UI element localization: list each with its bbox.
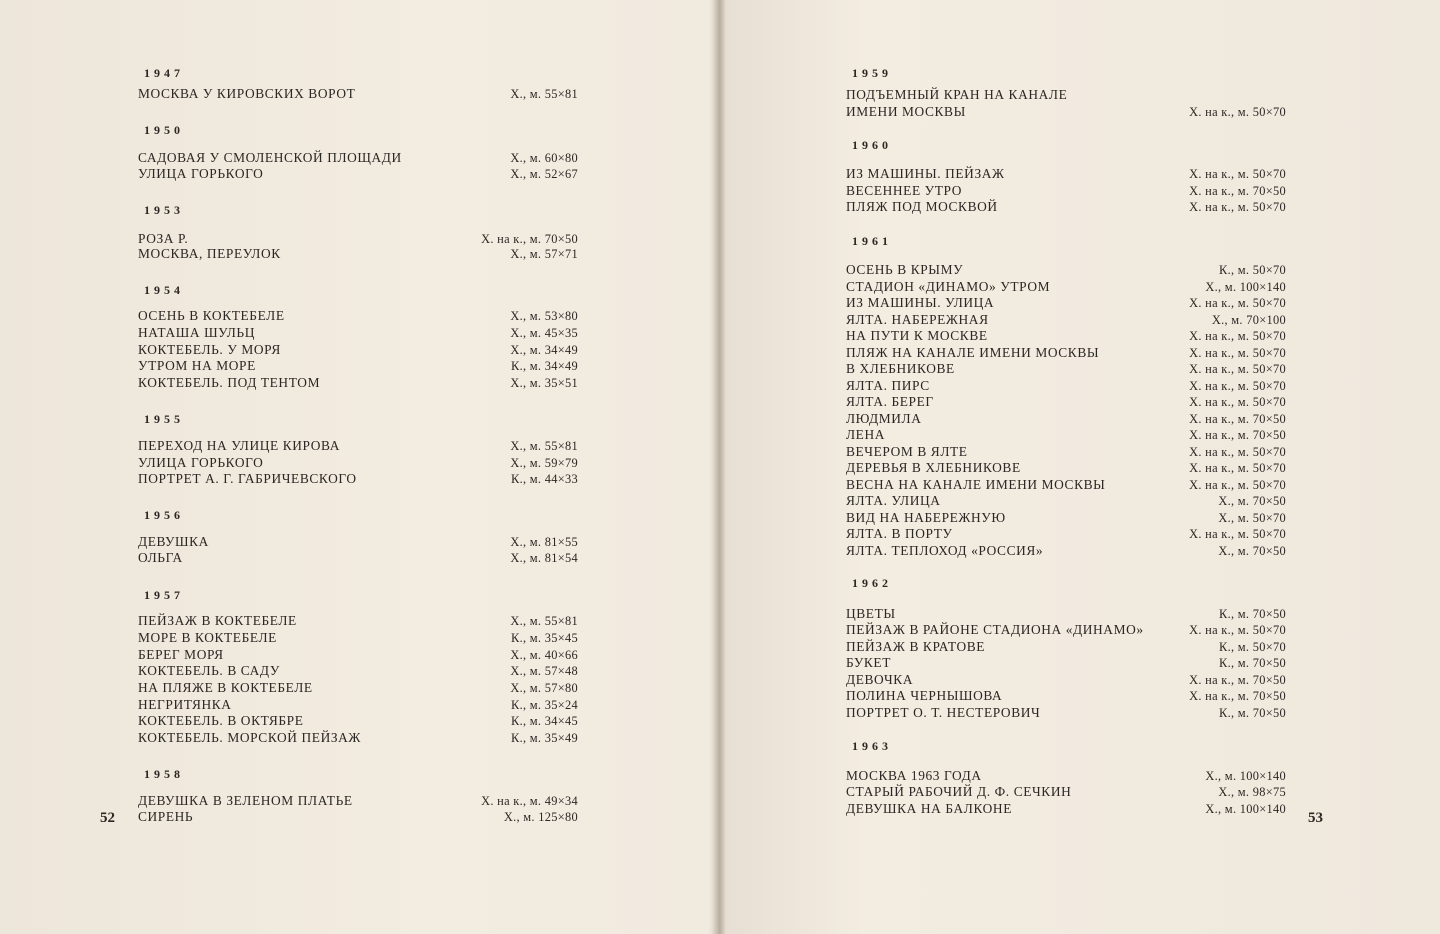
artwork-medium-size: К., м. 35×24	[511, 698, 578, 712]
catalog-entry	[846, 262, 1286, 278]
year-heading: 1953	[144, 203, 184, 217]
artwork-medium-size: Х. на к., м. 50×70	[1189, 167, 1286, 181]
artwork-title: УЛИЦА ГОРЬКОГО	[138, 166, 264, 181]
catalog-entry	[138, 534, 578, 550]
artwork-title: КОКТЕБЕЛЬ. ПОД ТЕНТОМ	[138, 375, 321, 390]
artwork-title: ЛЮДМИЛА	[846, 411, 922, 426]
artwork-medium-size: К., м. 70×50	[1219, 656, 1286, 670]
year-heading: 1960	[852, 138, 892, 152]
catalog-entry	[846, 279, 1286, 295]
catalog-entry	[138, 793, 578, 809]
artwork-title: КОКТЕБЕЛЬ. В САДУ	[138, 663, 280, 678]
artwork-medium-size: Х., м. 55×81	[510, 87, 578, 101]
artwork-title: В ХЛЕБНИКОВЕ	[846, 361, 955, 376]
artwork-medium-size: Х., м. 98×75	[1218, 785, 1286, 799]
catalog-entry	[846, 394, 1286, 410]
artwork-title: ОЛЬГА	[138, 550, 183, 565]
artwork-medium-size: К., м. 50×70	[1219, 263, 1286, 277]
catalog-entry	[846, 622, 1286, 638]
artwork-medium-size: Х. на к., м. 50×70	[1189, 346, 1286, 360]
catalog-entry	[846, 543, 1286, 559]
catalog-entry	[846, 526, 1286, 542]
artwork-medium-size: Х., м. 40×66	[510, 648, 578, 662]
artwork-medium-size: Х., м. 125×80	[503, 810, 578, 824]
artwork-medium-size: Х., м. 52×67	[510, 167, 578, 181]
artwork-title: ЯЛТА. ТЕПЛОХОД «РОССИЯ»	[846, 543, 1044, 558]
catalog-entry	[138, 455, 578, 471]
catalog-entry	[846, 477, 1286, 493]
artwork-medium-size: Х., м. 55×81	[510, 614, 578, 628]
year-heading: 1947	[144, 66, 184, 80]
artwork-title: ЛЕНА	[846, 427, 886, 442]
artwork-title: ВЕЧЕРОМ В ЯЛТЕ	[846, 444, 968, 459]
artwork-title: ИЗ МАШИНЫ. УЛИЦА	[846, 295, 995, 310]
artwork-title: БУКЕТ	[846, 655, 891, 670]
artwork-medium-size: Х., м. 45×35	[510, 326, 578, 340]
catalog-entry	[138, 713, 578, 729]
artwork-medium-size: Х. на к., м. 70×50	[1189, 689, 1286, 703]
catalog-entry	[138, 342, 578, 358]
artwork-medium-size: К., м. 44×33	[511, 472, 578, 486]
year-heading: 1956	[144, 508, 184, 522]
year-heading: 1961	[852, 234, 892, 248]
right-page-content	[846, 0, 1286, 934]
artwork-title: ДЕВУШКА НА БАЛКОНЕ	[846, 801, 1012, 816]
artwork-title: НАТАША ШУЛЬЦ	[138, 325, 255, 340]
artwork-medium-size: Х., м. 57×48	[510, 664, 578, 678]
catalog-entry	[138, 697, 578, 713]
artwork-medium-size: Х. на к., м. 70×50	[481, 232, 578, 246]
artwork-title: ЯЛТА. БЕРЕГ	[846, 394, 934, 409]
catalog-entry	[846, 672, 1286, 688]
catalog-entry	[846, 493, 1286, 509]
artwork-medium-size: Х. на к., м. 50×70	[1189, 445, 1286, 459]
artwork-title: ДЕВУШКА В ЗЕЛЕНОМ ПЛАТЬЕ	[138, 793, 353, 808]
catalog-entry	[846, 295, 1286, 311]
catalog-entry	[846, 378, 1286, 394]
catalog-entry	[138, 308, 578, 324]
year-heading: 1954	[144, 283, 184, 297]
artwork-medium-size: Х., м. 59×79	[510, 456, 578, 470]
artwork-medium-size: К., м. 70×50	[1219, 706, 1286, 720]
catalog-entry	[846, 87, 1286, 103]
artwork-medium-size: Х. на к., м. 49×34	[481, 794, 578, 808]
artwork-title: ВЕСЕННЕЕ УТРО	[846, 183, 963, 198]
left-page-content	[138, 0, 578, 934]
artwork-medium-size: Х. на к., м. 50×70	[1189, 379, 1286, 393]
artwork-medium-size: Х. на к., м. 50×70	[1189, 362, 1286, 376]
artwork-medium-size: Х. на к., м. 50×70	[1189, 478, 1286, 492]
artwork-title: СТАРЫЙ РАБОЧИЙ Д. Ф. СЕЧКИН	[846, 784, 1072, 799]
artwork-medium-size: К., м. 34×45	[511, 714, 578, 728]
catalog-entry	[138, 358, 578, 374]
artwork-title: ВЕСНА НА КАНАЛЕ ИМЕНИ МОСКВЫ	[846, 477, 1106, 492]
artwork-medium-size: Х. на к., м. 70×50	[1189, 184, 1286, 198]
catalog-entry	[846, 427, 1286, 443]
year-heading: 1962	[852, 576, 892, 590]
artwork-medium-size: Х., м. 100×140	[1205, 802, 1286, 816]
artwork-title: ВИД НА НАБЕРЕЖНУЮ	[846, 510, 1006, 525]
artwork-medium-size: Х., м. 57×80	[510, 681, 578, 695]
artwork-title: ПЕЙЗАЖ В КРАТОВЕ	[846, 639, 986, 654]
artwork-medium-size: Х. на к., м. 70×50	[1189, 673, 1286, 687]
page-number-left: 52	[100, 810, 115, 826]
artwork-title: ДЕВУШКА	[138, 534, 209, 549]
artwork-medium-size: Х. на к., м. 70×50	[1189, 412, 1286, 426]
artwork-title: САДОВАЯ У СМОЛЕНСКОЙ ПЛОЩАДИ	[138, 150, 402, 165]
artwork-title: УТРОМ НА МОРЕ	[138, 358, 256, 373]
artwork-medium-size: Х., м. 60×80	[510, 151, 578, 165]
artwork-medium-size: Х., м. 70×100	[1211, 313, 1286, 327]
year-heading: 1955	[144, 412, 184, 426]
catalog-entry	[138, 325, 578, 341]
year-heading: 1958	[144, 767, 184, 781]
catalog-entry	[846, 688, 1286, 704]
catalog-entry	[138, 438, 578, 454]
artwork-medium-size: Х. на к., м. 70×50	[1189, 428, 1286, 442]
year-heading: 1963	[852, 739, 892, 753]
artwork-medium-size: Х., м. 70×50	[1218, 544, 1286, 558]
artwork-medium-size: Х. на к., м. 50×70	[1189, 461, 1286, 475]
artwork-medium-size: К., м. 70×50	[1219, 607, 1286, 621]
catalog-entry	[138, 375, 578, 391]
catalog-entry	[846, 768, 1286, 784]
artwork-title: МОСКВА 1963 ГОДА	[846, 768, 982, 783]
artwork-title: ЯЛТА. ПИРС	[846, 378, 930, 393]
artwork-title: РОЗА Р.	[138, 231, 189, 246]
artwork-title: МОСКВА, ПЕРЕУЛОК	[138, 246, 281, 261]
year-heading: 1959	[852, 66, 892, 80]
book-fold	[712, 0, 726, 934]
artwork-title: ПОРТРЕТ А. Г. ГАБРИЧЕВСКОГО	[138, 471, 357, 486]
artwork-title: НА ПЛЯЖЕ В КОКТЕБЕЛЕ	[138, 680, 313, 695]
artwork-title: ЯЛТА. В ПОРТУ	[846, 526, 953, 541]
artwork-title: ПОРТРЕТ О. Т. НЕСТЕРОВИЧ	[846, 705, 1041, 720]
artwork-title: ДЕВОЧКА	[846, 672, 914, 687]
artwork-medium-size: Х., м. 70×50	[1218, 494, 1286, 508]
artwork-title: МОРЕ В КОКТЕБЕЛЕ	[138, 630, 277, 645]
catalog-entry	[138, 630, 578, 646]
artwork-medium-size: Х. на к., м. 50×70	[1189, 623, 1286, 637]
artwork-title: МОСКВА У КИРОВСКИХ ВОРОТ	[138, 86, 356, 101]
artwork-title: ПОЛИНА ЧЕРНЫШОВА	[846, 688, 1003, 703]
artwork-medium-size: Х., м. 100×140	[1205, 280, 1286, 294]
artwork-title: ПЕЙЗАЖ В КОКТЕБЕЛЕ	[138, 613, 297, 628]
catalog-entry	[846, 312, 1286, 328]
artwork-medium-size: Х., м. 81×55	[510, 535, 578, 549]
catalog-entry	[846, 411, 1286, 427]
artwork-medium-size: Х., м. 50×70	[1218, 511, 1286, 525]
artwork-title: ПЕРЕХОД НА УЛИЦЕ КИРОВА	[138, 438, 340, 453]
artwork-medium-size: Х. на к., м. 50×70	[1189, 105, 1286, 119]
catalog-entry	[138, 647, 578, 663]
artwork-title: ОСЕНЬ В КРЫМУ	[846, 262, 964, 277]
artwork-title: НЕГРИТЯНКА	[138, 697, 232, 712]
catalog-entry	[846, 183, 1286, 199]
catalog-entry	[846, 361, 1286, 377]
artwork-medium-size: К., м. 34×49	[511, 359, 578, 373]
catalog-entry	[846, 655, 1286, 671]
catalog-entry	[138, 730, 578, 746]
right-page	[846, 0, 1286, 934]
catalog-entry	[846, 199, 1286, 215]
artwork-title: ПЛЯЖ ПОД МОСКВОЙ	[846, 199, 998, 214]
artwork-medium-size: Х., м. 57×71	[510, 247, 578, 261]
catalog-entry	[846, 166, 1286, 182]
artwork-title: КОКТЕБЕЛЬ. МОРСКОЙ ПЕЙЗАЖ	[138, 730, 362, 745]
artwork-title: ЯЛТА. НАБЕРЕЖНАЯ	[846, 312, 989, 327]
artwork-medium-size: Х., м. 55×81	[510, 439, 578, 453]
artwork-title: СТАДИОН «ДИНАМО» УТРОМ	[846, 279, 1051, 294]
artwork-medium-size: Х. на к., м. 50×70	[1189, 527, 1286, 541]
artwork-title: ДЕРЕВЬЯ В ХЛЕБНИКОВЕ	[846, 460, 1021, 475]
catalog-entry	[138, 809, 578, 825]
catalog-entry	[846, 639, 1286, 655]
artwork-title: ПЛЯЖ НА КАНАЛЕ ИМЕНИ МОСКВЫ	[846, 345, 1100, 360]
year-heading: 1957	[144, 588, 184, 602]
artwork-title: ЦВЕТЫ	[846, 606, 896, 621]
year-heading: 1950	[144, 123, 184, 137]
artwork-medium-size: Х., м. 34×49	[510, 343, 578, 357]
artwork-title: УЛИЦА ГОРЬКОГО	[138, 455, 264, 470]
artwork-medium-size: К., м. 50×70	[1219, 640, 1286, 654]
artwork-title: НА ПУТИ К МОСКВЕ	[846, 328, 988, 343]
artwork-medium-size: Х. на к., м. 50×70	[1189, 395, 1286, 409]
catalog-entry	[138, 680, 578, 696]
artwork-medium-size: Х. на к., м. 50×70	[1189, 200, 1286, 214]
catalog-entry	[138, 166, 578, 182]
artwork-medium-size: Х., м. 35×51	[510, 376, 578, 390]
artwork-title: КОКТЕБЕЛЬ. У МОРЯ	[138, 342, 281, 357]
artwork-medium-size: Х. на к., м. 50×70	[1189, 329, 1286, 343]
artwork-title: ОСЕНЬ В КОКТЕБЕЛЕ	[138, 308, 285, 323]
artwork-title: ИЗ МАШИНЫ. ПЕЙЗАЖ	[846, 166, 1005, 181]
artwork-title: КОКТЕБЕЛЬ. В ОКТЯБРЕ	[138, 713, 304, 728]
artwork-medium-size: Х., м. 100×140	[1205, 769, 1286, 783]
catalog-entry	[846, 510, 1286, 526]
catalog-entry	[846, 705, 1286, 721]
catalog-entry	[846, 328, 1286, 344]
catalog-entry	[846, 104, 1286, 120]
artwork-medium-size: Х. на к., м. 50×70	[1189, 296, 1286, 310]
artwork-title: ЯЛТА. УЛИЦА	[846, 493, 941, 508]
artwork-medium-size: Х., м. 53×80	[510, 309, 578, 323]
artwork-title: ИМЕНИ МОСКВЫ	[846, 104, 966, 119]
catalog-entry	[846, 801, 1286, 817]
catalog-entry	[846, 606, 1286, 622]
catalog-entry	[846, 460, 1286, 476]
catalog-entry	[138, 663, 578, 679]
catalog-entry	[138, 613, 578, 629]
catalog-entry	[846, 345, 1286, 361]
artwork-medium-size: К., м. 35×49	[511, 731, 578, 745]
page-number-right: 53	[1308, 810, 1323, 826]
catalog-entry	[138, 150, 578, 166]
left-page	[138, 0, 578, 934]
catalog-entry	[846, 444, 1286, 460]
catalog-entry	[138, 550, 578, 566]
catalog-entry	[138, 246, 578, 262]
artwork-title: ПЕЙЗАЖ В РАЙОНЕ СТАДИОНА «ДИНАМО»	[846, 622, 1144, 637]
artwork-medium-size: Х., м. 81×54	[510, 551, 578, 565]
artwork-title: СИРЕНЬ	[138, 809, 194, 824]
catalog-entry	[138, 231, 578, 247]
artwork-title: ПОДЪЕМНЫЙ КРАН НА КАНАЛЕ	[846, 87, 1068, 102]
artwork-title: БЕРЕГ МОРЯ	[138, 647, 224, 662]
catalog-entry	[138, 471, 578, 487]
catalog-entry	[138, 86, 578, 102]
catalog-entry	[846, 784, 1286, 800]
artwork-medium-size: К., м. 35×45	[511, 631, 578, 645]
